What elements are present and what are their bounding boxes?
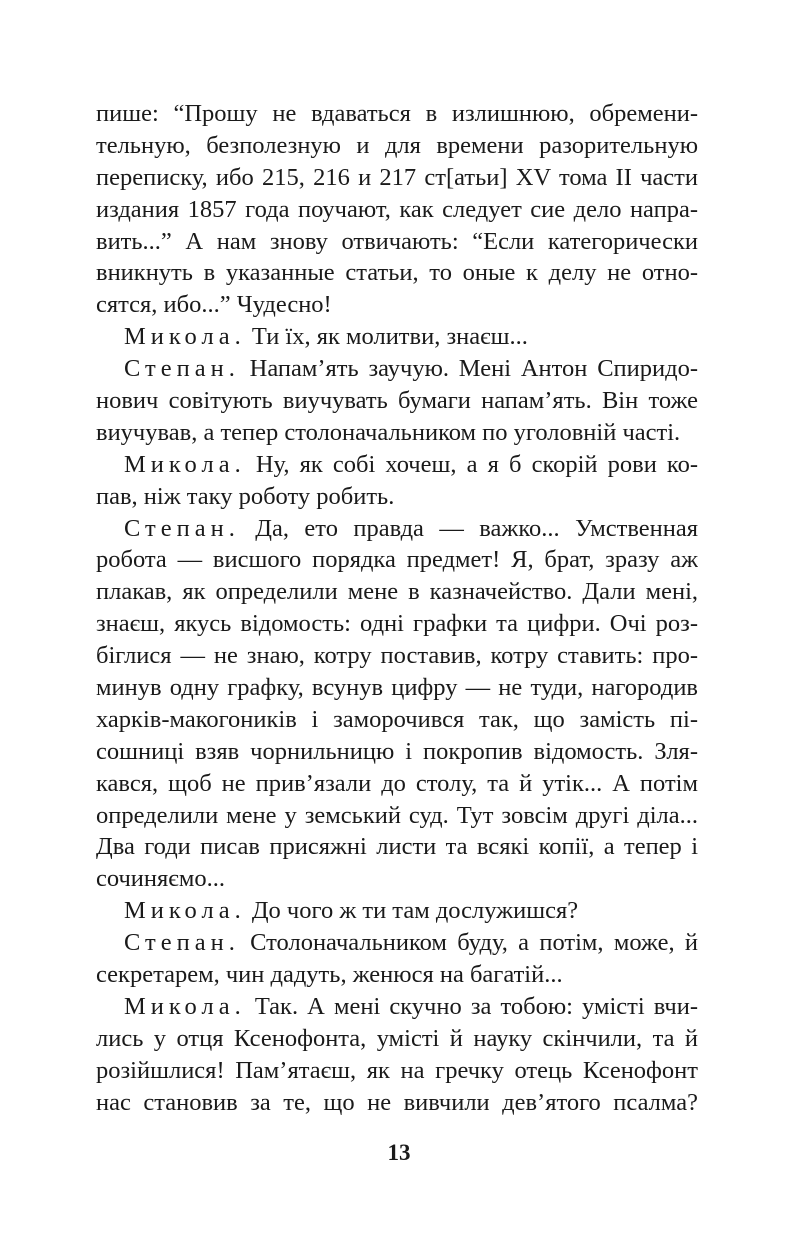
speaker-name: Микола.	[124, 323, 246, 351]
text-line: сочиняємо...	[96, 865, 225, 893]
text-line: секретарем, чин дадуть, женюся на багатій...	[96, 961, 563, 989]
text-line: сошниці взяв чорнильницю і покропив відомость. Зля-	[96, 737, 698, 765]
text-line: вить...” А нам знову отвичають: “Если категорически	[96, 227, 698, 255]
text-line: вникнуть в указанные статьи, то оные к делу не отно-	[96, 259, 698, 287]
dialogue-text: До чого ж ти там дослужишся?	[251, 897, 579, 925]
text-line: нович совітують виучувать бумаги напам’ять. Він тоже	[96, 387, 698, 415]
dialogue-text: Да, ето правда — важко... Умственная	[255, 514, 698, 542]
dialogue-text: Напам’ять заучую. Мені Антон Спиридо-	[249, 355, 698, 383]
text-line: харків-макогоників і заморочився так, що замість пі-	[96, 705, 698, 733]
speaker-name: Микола.	[124, 897, 246, 925]
speaker-name: Степан.	[124, 355, 240, 383]
page-number: 13	[387, 1140, 411, 1165]
text-line: издания 1857 года поучают, как следует сие дело напра-	[96, 195, 698, 223]
speaker-name: Степан.	[124, 929, 240, 957]
text-line: виучував, а тепер столоначальником по уголовній часті.	[96, 418, 681, 446]
dialogue-text: Столоначальником буду, а потім, може, й	[250, 929, 698, 957]
dialogue-line	[96, 513, 698, 545]
text-line: розійшлися! Пам’ятаєш, як на гречку отець Ксенофонт	[96, 1056, 698, 1084]
text-line: робота — висшого порядка предмет! Я, брат, зразу аж	[96, 546, 698, 574]
dialogue-line	[96, 449, 698, 481]
text-line: пише: “Прошу не вдаваться в излишнюю, обремени-	[96, 100, 698, 127]
text-line: плакав, як определили мене в казначейство. Дали мені,	[96, 578, 698, 606]
speaker-name: Микола.	[124, 450, 246, 478]
text-line: переписку, ибо 215, 216 и 217 ст[атьи] XV тома II части	[96, 163, 698, 191]
dialogue-line	[96, 321, 698, 353]
speaker-name: Микола.	[124, 992, 246, 1020]
text-line: кався, щоб не прив’язали до столу, та й утік... А потім	[96, 769, 698, 797]
text-line: лись у отця Ксенофонта, умісті й науку скінчили, та й	[96, 1024, 698, 1052]
text-line: біглися — не знаю, котру поставив, котру ставить: про-	[96, 642, 698, 670]
dialogue-line	[96, 353, 698, 385]
text-line: определили мене у земський суд. Тут зовсім другі діла...	[96, 801, 698, 829]
text-line: минув одну графку, всунув цифру — не туди, нагородив	[96, 674, 698, 702]
dialogue-line	[96, 927, 698, 959]
dialogue-line	[96, 895, 698, 927]
text-line: Два годи писав присяжні листи та всякі копії, а тепер і	[96, 833, 698, 861]
dialogue-text: Ти їх, як молитви, знаєш...	[251, 323, 528, 351]
text-line: нас становив за те, що не вивчили дев’ятого псалма?	[96, 1088, 698, 1116]
text-line: пав, ніж таку роботу робить.	[96, 482, 395, 510]
text-line: знаєш, якусь відомость: одні графки та цифри. Очі роз-	[96, 610, 698, 638]
text-line: тельную, безполезную и для времени разорительную	[96, 131, 698, 159]
book-page-text	[96, 98, 698, 1119]
dialogue-text: Так. А мені скучно за тобою: умісті вчи-	[254, 992, 698, 1020]
speaker-name: Степан.	[124, 514, 240, 542]
dialogue-text: Ну, як собі хочеш, а я б скорій рови ко-	[255, 450, 698, 478]
dialogue-line	[96, 991, 698, 1023]
text-line: сятся, ибо...” Чудесно!	[96, 291, 332, 319]
